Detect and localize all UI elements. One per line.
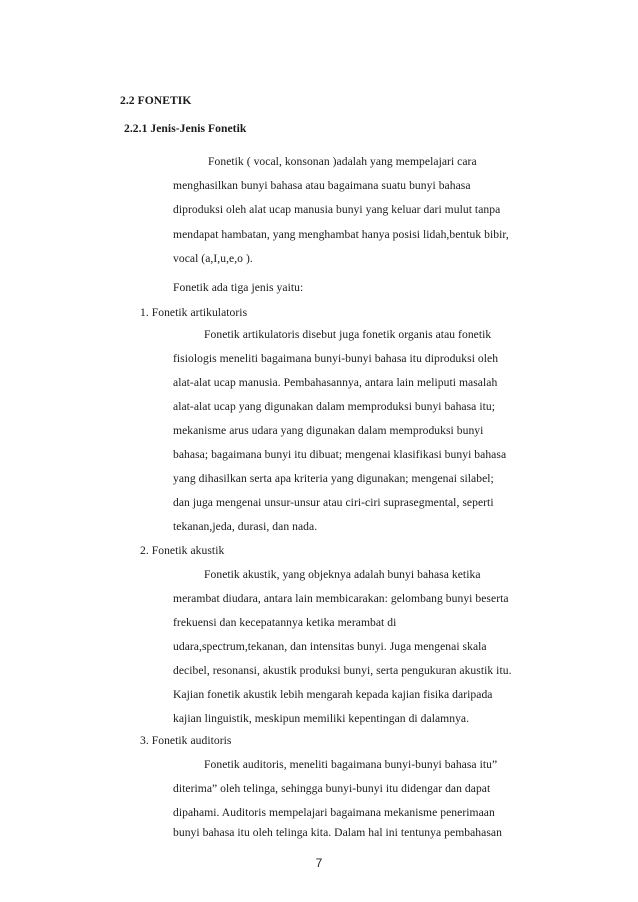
paragraph-line: fisiologis meneliti bagaimana bunyi-bunyi bahasa itu diproduksi oleh bbox=[173, 352, 499, 365]
paragraph-line: tekanan,jeda, durasi, dan nada. bbox=[173, 520, 318, 533]
list-item-title: 1. Fonetik artikulatoris bbox=[140, 306, 248, 319]
list-item-title: 2. Fonetik akustik bbox=[140, 544, 225, 557]
page-number: 7 bbox=[315, 856, 323, 870]
paragraph-line: kajian linguistik, meskipun memiliki kepentingan di dalamnya. bbox=[173, 712, 470, 725]
paragraph-line: frekuensi dan kecepatannya ketika merambat di bbox=[173, 616, 397, 629]
paragraph-line: Fonetik artikulatoris disebut juga fonetik organis atau fonetik bbox=[204, 328, 492, 341]
paragraph-line: Kajian fonetik akustik lebih mengarah kepada kajian fisika daripada bbox=[173, 688, 493, 701]
paragraph-line: bahasa; bagaimana bunyi itu dibuat; mengenai klasifikasi bunyi bahasa bbox=[173, 448, 507, 461]
paragraph-line: merambat diudara, antara lain membicarakan: gelombang bunyi beserta bbox=[173, 592, 509, 605]
paragraph-line: Fonetik auditoris, meneliti bagaimana bunyi-bunyi bahasa itu” bbox=[204, 758, 498, 771]
paragraph-line: alat-alat ucap manusia. Pembahasannya, antara lain meliputi masalah bbox=[173, 376, 498, 389]
paragraph-line: dipahami. Auditoris mempelajari bagaimana mekanisme penerimaan bbox=[173, 806, 495, 819]
paragraph-line: mekanisme arus udara yang digunakan dalam memproduksi bunyi bbox=[173, 424, 484, 437]
intro-line: mendapat hambatan, yang menghambat hanya posisi lidah,bentuk bibir, bbox=[173, 228, 509, 241]
list-item-title: 3. Fonetik auditoris bbox=[140, 734, 232, 747]
section-heading: 2.2 FONETIK bbox=[120, 94, 192, 107]
types-intro: Fonetik ada tiga jenis yaitu: bbox=[173, 281, 304, 294]
paragraph-line: yang dihasilkan serta apa kriteria yang digunakan; mengenai silabel; bbox=[173, 472, 494, 485]
intro-line: diproduksi oleh alat ucap manusia bunyi yang keluar dari mulut tanpa bbox=[173, 203, 501, 216]
intro-line: menghasilkan bunyi bahasa atau bagaimana suatu bunyi bahasa bbox=[173, 179, 471, 192]
paragraph-line: udara,spectrum,tekanan, dan intensitas bunyi. Juga mengenai skala bbox=[173, 640, 487, 653]
intro-line: Fonetik ( vocal, konsonan )adalah yang mempelajari cara bbox=[208, 155, 477, 168]
paragraph-line: dan juga mengenai unsur-unsur atau ciri-ciri suprasegmental, seperti bbox=[173, 496, 494, 509]
subsection-heading: 2.2.1 Jenis-Jenis Fonetik bbox=[124, 122, 247, 135]
paragraph-line: bunyi bahasa itu oleh telinga kita. Dalam hal ini tentunya pembahasan bbox=[173, 826, 502, 839]
intro-line: vocal (a,I,u,e,o ). bbox=[173, 252, 253, 265]
paragraph-line: diterima” oleh telinga, sehingga bunyi-bunyi itu didengar dan dapat bbox=[173, 782, 491, 795]
paragraph-line: alat-alat ucap yang digunakan dalam memproduksi bunyi bahasa itu; bbox=[173, 400, 495, 413]
paragraph-line: Fonetik akustik, yang objeknya adalah bunyi bahasa ketika bbox=[204, 568, 481, 581]
paragraph-line: decibel, resonansi, akustik produksi bunyi, serta pengukuran akustik itu. bbox=[173, 664, 512, 677]
